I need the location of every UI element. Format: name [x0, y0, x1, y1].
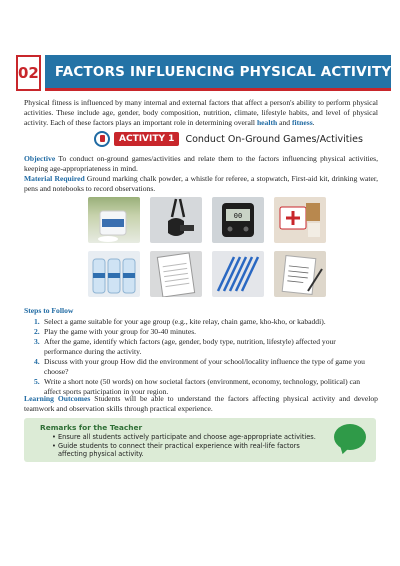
intro-health: health	[256, 118, 278, 127]
steps-title: Steps to Follow	[24, 306, 74, 315]
steps-list	[34, 317, 374, 397]
step-text: Discuss with your group How did the environment of your school/locality influence the type of game you choose?	[44, 357, 365, 376]
step-number: 3.	[34, 337, 40, 346]
list-item	[34, 327, 374, 337]
first-aid-kit-image	[274, 197, 326, 243]
outcomes-label: Learning Outcomes	[24, 394, 91, 403]
step-number: 2.	[34, 327, 40, 336]
water-bottles-image	[88, 251, 140, 297]
activity-badge: ACTIVITY 1	[114, 132, 179, 146]
pens-image	[212, 251, 264, 297]
intro-fitness: fitness	[292, 118, 313, 127]
intro-and: and	[279, 118, 291, 127]
materials-paragraph	[24, 174, 378, 194]
speech-bubble-icon	[334, 424, 366, 450]
observation-notepad-image	[274, 251, 326, 297]
step-number: 5.	[34, 377, 40, 386]
step-text: Select a game suitable for your age group (e.g., kite relay, chain game, kho-kho, or kabaddi).	[44, 317, 326, 326]
step-number: 4.	[34, 357, 40, 366]
objective-paragraph	[24, 154, 378, 174]
list-item: • Ensure all students actively participate and choose age-appropriate activities.	[52, 433, 322, 442]
intro-text: Physical fitness is influenced by many internal and external factors that affect a person's ability to perform physical activities. These include age, gender, body composition, nutrition, climate, lifestyle habits, and level of physical activity. Each of these factors plays an important role in determining overall	[24, 98, 378, 127]
list-item	[34, 317, 374, 327]
remarks-list	[52, 433, 322, 459]
list-item: • Guide students to connect their practical experience with real-life factors affecting physical activity.	[52, 442, 322, 459]
whistle-image	[150, 197, 202, 243]
materials-photos	[88, 197, 326, 305]
step-number: 1.	[34, 317, 40, 326]
chapter-number: 02	[16, 55, 41, 91]
objective-label: Objective	[24, 154, 56, 163]
teacher-remarks-box	[24, 418, 376, 462]
intro-end: .	[312, 118, 315, 127]
activity-title: Conduct On-Ground Games/Activities	[185, 133, 363, 145]
remarks-title: Remarks for the Teacher	[40, 423, 143, 432]
notebook-image	[150, 251, 202, 297]
activity-icon	[94, 131, 110, 147]
step-text: Write a short note (50 words) on how societal factors (environment, economy, technology, political) can affect sports participation in your region.	[44, 377, 361, 396]
stopwatch-image	[212, 197, 264, 243]
step-text: After the game, identify which factors (age, gender, body type, nutrition, lifestyle) affected your performance during the activity.	[44, 337, 336, 356]
list-item	[34, 357, 374, 377]
chapter-title: FACTORS INFLUENCING PHYSICAL ACTIVITY	[45, 55, 392, 91]
outcomes-text: Students will be able to understand the factors affecting physical activity and develop teamwork and observation skills through practical experience.	[24, 394, 378, 413]
intro-paragraph	[24, 98, 378, 128]
materials-text: Ground marking chalk powder, a whistle for referee, a stopwatch, First-aid kit, drinking water, pens and notebooks to record observations.	[24, 174, 378, 193]
list-item	[34, 337, 374, 357]
objective-text: To conduct on-ground games/activities and relate them to the factors influencing physical activities, keeping age-appropriateness in mind.	[24, 154, 378, 173]
outcomes-paragraph	[24, 394, 378, 414]
activity-heading	[94, 131, 363, 147]
chalk-powder-image	[88, 197, 140, 243]
chapter-header	[16, 55, 392, 91]
materials-label: Material Required	[24, 174, 85, 183]
svg-text:00: 00	[233, 212, 243, 220]
step-text: Play the game with your group for 30-40 minutes.	[44, 327, 197, 336]
